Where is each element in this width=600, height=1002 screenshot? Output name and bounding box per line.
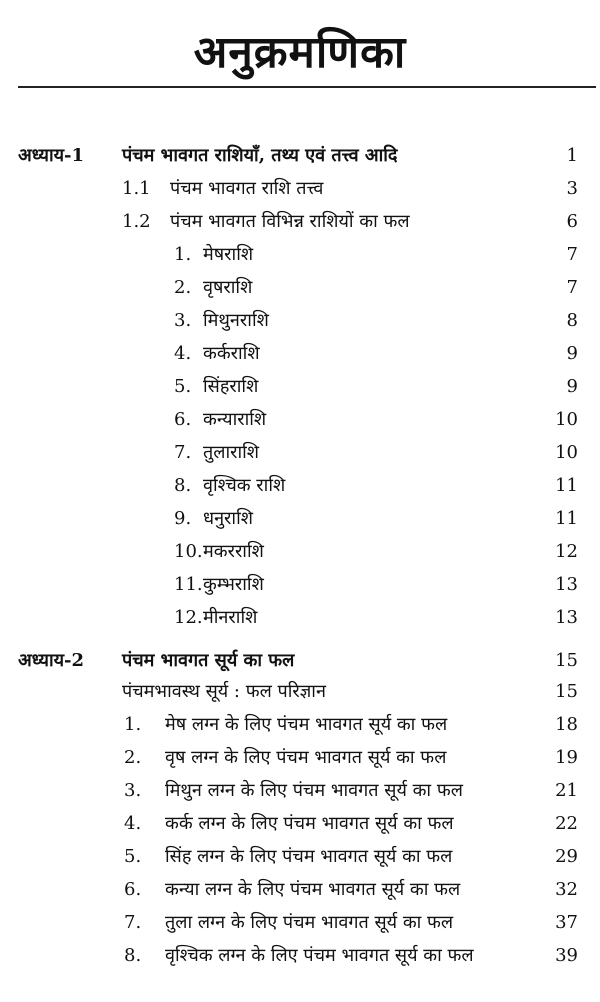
section-row — [0, 207, 600, 237]
toc-item-row — [0, 908, 600, 938]
item-title: मकरराशि — [203, 541, 264, 562]
item-title: मीनराशि — [203, 607, 258, 628]
toc-item-row — [0, 471, 600, 501]
item-number: 2. — [124, 747, 142, 768]
page-number: 7 — [566, 277, 578, 298]
page-number: 21 — [555, 780, 578, 801]
item-title: वृषराशि — [203, 277, 253, 298]
item-title: वृष लग्न के लिए पंचम भावगत सूर्य का फल — [165, 747, 447, 768]
chapter-label: अध्याय-1 — [18, 145, 85, 166]
toc-item-row — [0, 504, 600, 534]
page-number: 32 — [555, 879, 578, 900]
item-title: धनुराशि — [203, 508, 253, 529]
toc-item-row — [0, 306, 600, 336]
page-number: 13 — [555, 607, 578, 628]
title-underline — [18, 86, 596, 88]
item-title: कन्याराशि — [203, 409, 267, 430]
item-title: कर्कराशि — [203, 343, 260, 364]
chapter-title: पंचम भावगत राशियाँ, तथ्य एवं तत्त्व आदि — [122, 145, 398, 166]
toc-item-row — [0, 875, 600, 905]
page-number: 18 — [555, 714, 578, 735]
page-number: 29 — [555, 846, 578, 867]
toc-item-row — [0, 776, 600, 806]
item-number: 7. — [174, 442, 192, 463]
item-title: सिंहराशि — [203, 376, 259, 397]
item-title: कुम्भराशि — [203, 574, 264, 595]
item-title: मेषराशि — [203, 244, 254, 265]
item-number: 2. — [174, 277, 192, 298]
page-number: 7 — [566, 244, 578, 265]
toc-item-row — [0, 405, 600, 435]
item-title: मिथुनराशि — [203, 310, 269, 331]
toc-item-row — [0, 941, 600, 971]
toc-item-row — [0, 372, 600, 402]
item-number: 1. — [124, 714, 142, 735]
section-row — [0, 174, 600, 204]
page-number: 10 — [555, 442, 578, 463]
page-number: 9 — [566, 376, 578, 397]
page-number: 12 — [555, 541, 578, 562]
chapter-row — [0, 646, 600, 676]
chapter-title: पंचम भावगत सूर्य का फल — [122, 650, 295, 671]
section-number: 1.1 — [122, 178, 151, 199]
chapter-label: अध्याय-2 — [18, 650, 85, 671]
toc-item-row — [0, 438, 600, 468]
page-number: 15 — [555, 681, 578, 702]
item-number: 8. — [124, 945, 142, 966]
toc-item-row — [0, 339, 600, 369]
item-number: 10. — [174, 541, 203, 562]
item-number: 3. — [174, 310, 192, 331]
chapter-row — [0, 141, 600, 171]
page-number: 13 — [555, 574, 578, 595]
item-title: मिथुन लग्न के लिए पंचम भावगत सूर्य का फल — [165, 780, 463, 801]
item-number: 6. — [174, 409, 192, 430]
toc-item-row — [0, 842, 600, 872]
page-number: 15 — [555, 650, 578, 671]
item-number: 8. — [174, 475, 192, 496]
page-number: 11 — [555, 475, 578, 496]
item-title: सिंह लग्न के लिए पंचम भावगत सूर्य का फल — [165, 846, 453, 867]
toc-item-row — [0, 603, 600, 633]
item-number: 11. — [174, 574, 203, 595]
page-number: 6 — [566, 211, 578, 232]
page-number: 11 — [555, 508, 578, 529]
page-number: 39 — [555, 945, 578, 966]
item-number: 4. — [124, 813, 142, 834]
page-number: 3 — [566, 178, 578, 199]
page-number: 9 — [566, 343, 578, 364]
item-number: 1. — [174, 244, 192, 265]
item-title: कर्क लग्न के लिए पंचम भावगत सूर्य का फल — [165, 813, 454, 834]
page-number: 10 — [555, 409, 578, 430]
item-number: 5. — [174, 376, 192, 397]
toc-item-row — [0, 809, 600, 839]
page-number: 37 — [555, 912, 578, 933]
item-number: 9. — [174, 508, 192, 529]
toc-item-row — [0, 743, 600, 773]
section-row — [0, 677, 600, 707]
toc-item-row — [0, 710, 600, 740]
item-number: 12. — [174, 607, 203, 628]
section-title: पंचम भावगत राशि तत्त्व — [170, 178, 324, 199]
page-title: अनुक्रमणिका — [193, 27, 407, 78]
section-title: पंचम भावगत विभिन्न राशियों का फल — [170, 211, 410, 232]
page-number: 22 — [555, 813, 578, 834]
item-title: कन्या लग्न के लिए पंचम भावगत सूर्य का फल — [165, 879, 461, 900]
item-title: मेष लग्न के लिए पंचम भावगत सूर्य का फल — [165, 714, 448, 735]
page-number: 1 — [566, 145, 578, 166]
toc-item-row — [0, 240, 600, 270]
item-title: तुला लग्न के लिए पंचम भावगत सूर्य का फल — [165, 912, 454, 933]
page-number: 19 — [555, 747, 578, 768]
toc-item-row — [0, 570, 600, 600]
item-title: वृश्चिक राशि — [203, 475, 286, 496]
item-title: वृश्चिक लग्न के लिए पंचम भावगत सूर्य का फल — [165, 945, 474, 966]
toc-item-row — [0, 273, 600, 303]
item-number: 7. — [124, 912, 142, 933]
item-number: 3. — [124, 780, 142, 801]
section-number: 1.2 — [122, 211, 151, 232]
item-number: 4. — [174, 343, 192, 364]
toc-item-row — [0, 537, 600, 567]
item-number: 5. — [124, 846, 142, 867]
item-title: तुलाराशि — [203, 442, 260, 463]
section-title: पंचमभावस्थ सूर्य : फल परिज्ञान — [122, 681, 326, 702]
page-number: 8 — [566, 310, 578, 331]
item-number: 6. — [124, 879, 142, 900]
